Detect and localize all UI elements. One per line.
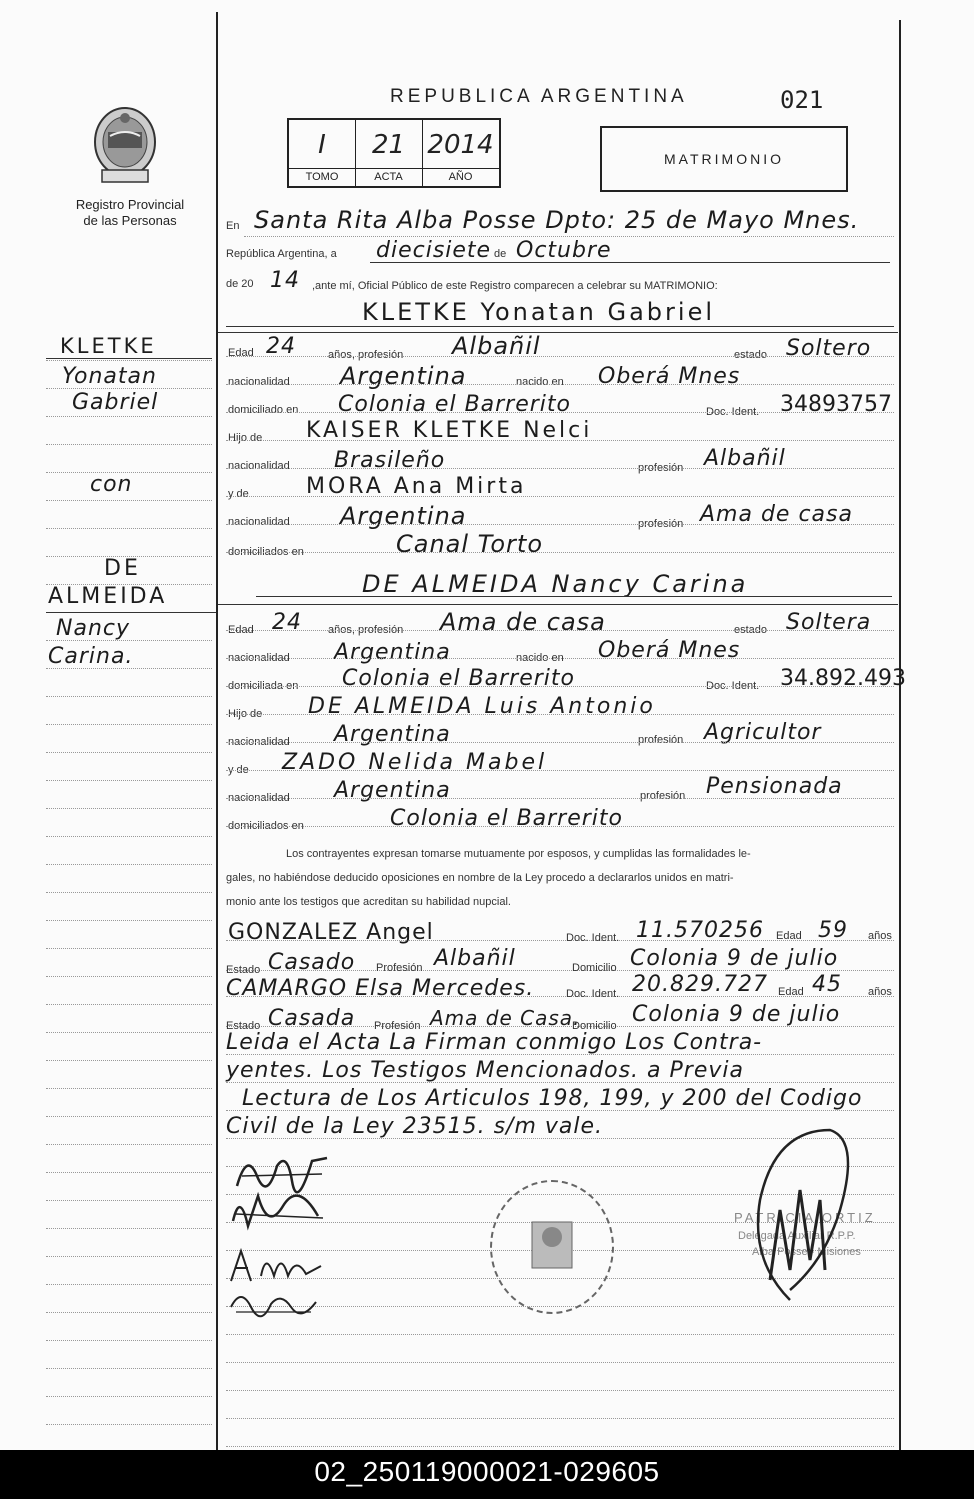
groom-padre-nac: Brasileño [334, 448, 446, 473]
declaration-line3: monio ante los testigos que acreditan su habilidad nupcial. [226, 896, 511, 908]
margin-ruled-line [46, 1340, 212, 1341]
body-ruled-line [226, 496, 894, 497]
closing-line4: Civil de la Ley 23515. s/m vale. [226, 1114, 604, 1139]
bride-padre-prof-label: profesión [638, 734, 684, 746]
groom-padre-prof: Albañil [704, 446, 786, 471]
official-stamp-line1: PATRICIA ORTIZ [734, 1210, 876, 1225]
witness1-estado: Casado [268, 950, 356, 975]
republica-label: República Argentina, a [226, 248, 337, 260]
bride-yde-label: y de [228, 764, 249, 776]
body-ruled-line [226, 714, 894, 715]
appearance-statement: ,ante mí, Oficial Público de este Registro comparecen a celebrar su MATRIMONIO: [312, 280, 718, 292]
bride-padre-nac-label: nacionalidad [228, 736, 290, 748]
margin-ruled-line [46, 976, 212, 977]
groom-profesion-label: años, profesión [328, 349, 404, 361]
place-value: Santa Rita Alba Posse Dpto: 25 de Mayo Mnes. [254, 206, 860, 234]
province-seal-icon [92, 106, 158, 186]
declaration-line2: gales, no habiéndose deducido oposiciones en nombre de la Ley procedo a declararlos unidos en matri- [226, 872, 734, 884]
margin-ruled-line [46, 892, 212, 893]
groom-doc: 34893757 [780, 392, 892, 417]
witness2-doc-label: Doc. Ident. [566, 988, 620, 1000]
margin-ruled-line [46, 920, 212, 921]
witness2-edad: 45 [812, 972, 842, 997]
margin-ruled-line [46, 1312, 212, 1313]
groom-padre: KAISER KLETKE Nelci [306, 418, 593, 443]
bride-hijo-label: Hijo de [228, 708, 263, 720]
registry-title [50, 197, 210, 229]
country-title: REPUBLICA ARGENTINA [390, 86, 688, 107]
bride-padre: DE ALMEIDA Luis Antonio [308, 694, 656, 719]
closing-line1: Leida el Acta La Firman conmigo Los Contra- [226, 1030, 763, 1055]
witness2-doc: 20.829.727 [632, 972, 768, 997]
margin-ruled-line [46, 752, 212, 753]
margin-ruled-line [46, 1060, 212, 1061]
body-ruled-line [226, 826, 894, 827]
groom-doc-label: Doc. Ident. [706, 406, 760, 418]
groom-edad-label: Edad [228, 347, 254, 359]
body-ruled-line [226, 1446, 894, 1447]
witness1-edad: 59 [818, 918, 848, 943]
margin-ruled-line [46, 1004, 212, 1005]
bride-nacido: Oberá Mnes [598, 638, 741, 663]
bride-profesion: Ama de casa [440, 608, 606, 636]
bride-dom-label: domiciliada en [228, 680, 299, 692]
margin-bride-prefix: DE [104, 556, 141, 581]
margin-ruled-line [46, 1368, 212, 1369]
margin-ruled-line [46, 500, 212, 501]
groom-madre-prof-label: profesión [638, 518, 684, 530]
witness1-prof-label: Profesión [376, 962, 423, 974]
groom-yde-label: y de [228, 488, 249, 500]
body-ruled-line [226, 798, 894, 799]
groom-nac: Argentina [340, 362, 467, 390]
margin-ruled-line [46, 1144, 212, 1145]
margin-groom-surname: KLETKE [60, 334, 157, 358]
witness1-doc: 11.570256 [636, 918, 764, 943]
margin-ruled-line [46, 1088, 212, 1089]
margin-ruled-line [46, 1200, 212, 1201]
signature-witness1-icon [226, 1246, 326, 1286]
anio-label: AÑO [422, 168, 499, 186]
margin-ruled-line [46, 864, 212, 865]
bride-padre-prof: Agricultor [704, 720, 822, 745]
witness1-edad-label: Edad [776, 930, 802, 942]
witness1-name: GONZALEZ Angel [228, 920, 434, 945]
body-ruled-line [226, 384, 894, 385]
document-code-footer: 02_250119000021-029605 [0, 1450, 974, 1499]
bride-profesion-label: años, profesión [328, 624, 404, 636]
body-ruled-line [226, 1334, 894, 1335]
witness2-estado: Casada [268, 1006, 356, 1031]
closing-line2: yentes. Los Testigos Mencionados. a Previa [226, 1058, 744, 1083]
bride-padres-dom: Colonia el Barrerito [390, 806, 624, 831]
margin-ruled-line [46, 808, 212, 809]
groom-profesion: Albañil [452, 332, 541, 360]
margin-ruled-line [46, 444, 212, 445]
body-ruled-line [226, 630, 894, 631]
bride-madre-prof: Pensionada [706, 774, 843, 799]
groom-nacido-label: nacido en [516, 376, 564, 388]
groom-dom: Colonia el Barrerito [338, 392, 572, 417]
signature-witness2-icon [226, 1282, 326, 1318]
bride-madre-nac-label: nacionalidad [228, 792, 290, 804]
bride-name-line [256, 596, 892, 597]
witness2-dom-label: Domicilio [572, 1020, 617, 1032]
acta-value: 21 [371, 130, 406, 160]
witness1-estado-label: Estado [226, 964, 261, 976]
bride-full-name: DE ALMEIDA Nancy Carina [362, 570, 749, 598]
acta-label: ACTA [355, 168, 422, 186]
bride-dom: Colonia el Barrerito [342, 666, 576, 691]
year-prefix-label: de 20 [226, 278, 254, 290]
right-margin-rule [899, 20, 901, 1450]
witness2-estado-label: Estado [226, 1020, 261, 1032]
groom-full-name: KLETKE Yonatan Gabriel [362, 298, 716, 326]
groom-estado-label: estado [734, 349, 768, 361]
margin-ruled-line [46, 416, 212, 417]
margin-ruled-line [46, 836, 212, 837]
body-ruled-line [226, 552, 894, 553]
witness2-dom: Colonia 9 de julio [632, 1002, 841, 1027]
margin-ruled-line [46, 1424, 212, 1425]
groom-padre-prof-label: profesión [638, 462, 684, 474]
body-ruled-line [226, 440, 894, 441]
year-suffix-value: 14 [270, 268, 300, 293]
margin-underline-2 [46, 612, 216, 613]
margin-ruled-line [46, 1256, 212, 1257]
groom-padre-nac-label: nacionalidad [228, 460, 290, 472]
registry-round-stamp [490, 1180, 614, 1314]
body-ruled-line [226, 468, 894, 469]
registry-title-line2: de las Personas [83, 213, 177, 228]
margin-bride-surname: ALMEIDA [48, 584, 168, 609]
groom-padres-dom-label: domiciliados en [228, 546, 304, 558]
bride-top-rule [218, 604, 898, 605]
margin-ruled-line [46, 1116, 212, 1117]
declaration-line1: Los contrayentes expresan tomarse mutuamente por esposos, y cumplidas las formalidades le- [286, 848, 751, 860]
margin-ruled-line [46, 696, 212, 697]
bride-nac: Argentina [334, 640, 451, 665]
official-stamp-line3: Alba Posse - Misiones [752, 1246, 861, 1258]
anio-value: 2014 [427, 130, 494, 160]
groom-top-rule [218, 332, 898, 333]
margin-groom-name1: Yonatan [62, 364, 157, 389]
day-value: diecisiete [376, 238, 492, 263]
tomo-value: I [318, 130, 326, 160]
bride-estado-label: estado [734, 624, 768, 636]
margin-ruled-line [46, 1228, 212, 1229]
body-ruled-line [226, 742, 894, 743]
body-ruled-line [226, 686, 894, 687]
bride-madre-nac: Argentina [334, 778, 451, 803]
groom-estado: Soltero [786, 336, 872, 361]
witness2-edad-label: Edad [778, 986, 804, 998]
bride-edad-label: Edad [228, 624, 254, 636]
margin-ruled-line [46, 1396, 212, 1397]
place-line [244, 236, 894, 237]
groom-nac-label: nacionalidad [228, 376, 290, 388]
margin-groom-name2: Gabriel [72, 390, 159, 415]
registry-title-line1: Registro Provincial [75, 197, 185, 212]
margin-ruled-line [46, 1284, 212, 1285]
groom-madre-nac: Argentina [340, 502, 467, 530]
body-ruled-line [226, 356, 894, 357]
bride-nac-label: nacionalidad [228, 652, 290, 664]
witness2-prof: Ama de Casa. [430, 1006, 581, 1030]
left-margin-rule [216, 12, 218, 1450]
margin-bride-name2: Carina. [48, 644, 134, 669]
groom-madre-nac-label: nacionalidad [228, 516, 290, 528]
bride-edad: 24 [272, 610, 302, 635]
groom-nacido: Oberá Mnes [598, 364, 741, 389]
official-signature-icon [730, 1110, 870, 1310]
day-de-label: de [494, 248, 507, 260]
closing-line3: Lectura de Los Articulos 198, 199, y 200 del Codigo [242, 1086, 863, 1111]
witness2-prof-label: Profesión [374, 1020, 421, 1032]
tomo-acta-anio-box [287, 118, 501, 188]
coat-of-arms-icon [492, 1182, 612, 1312]
groom-hijo-label: Hijo de [228, 432, 263, 444]
witness1-dom-label: Domicilio [572, 962, 617, 974]
margin-underline [46, 358, 212, 359]
margin-ruled-line [46, 780, 212, 781]
bride-nacido-label: nacido en [516, 652, 564, 664]
body-ruled-line [226, 1390, 894, 1391]
official-stamp-line2: Delegada Auxiliar R.P.P. [738, 1230, 856, 1242]
margin-ruled-line [46, 1172, 212, 1173]
witness1-anios-label: años [868, 930, 892, 942]
bride-doc: 34.892.493 [780, 666, 906, 691]
margin-ruled-line [46, 360, 212, 361]
date-line [370, 262, 890, 263]
body-ruled-line [226, 658, 894, 659]
margin-ruled-line [46, 1032, 212, 1033]
bride-doc-label: Doc. Ident. [706, 680, 760, 692]
groom-padres-dom: Canal Torto [396, 530, 544, 558]
bride-madre: ZADO Nelida Mabel [282, 750, 548, 775]
groom-dom-label: domiciliado en [228, 404, 299, 416]
witness2-name: CAMARGO Elsa Mercedes. [226, 976, 535, 1001]
document-type-box: MATRIMONIO [600, 126, 848, 192]
margin-con: con [90, 472, 133, 497]
en-label: En [226, 220, 240, 232]
body-ruled-line [226, 412, 894, 413]
witness1-prof: Albañil [434, 946, 516, 971]
witness2-anios-label: años [868, 986, 892, 998]
bride-padre-nac: Argentina [334, 722, 451, 747]
body-ruled-line [226, 770, 894, 771]
witness1-doc-label: Doc. Ident. [566, 932, 620, 944]
bride-padres-dom-label: domiciliados en [228, 820, 304, 832]
signature-bride-icon [228, 1186, 328, 1236]
folio-number: 021 [780, 86, 824, 114]
tomo-label: TOMO [289, 168, 355, 186]
groom-madre: MORA Ana Mirta [306, 474, 527, 499]
groom-name-line [226, 326, 894, 327]
margin-ruled-line [46, 724, 212, 725]
witness1-dom: Colonia 9 de julio [630, 946, 839, 971]
declaration-text [226, 842, 894, 914]
groom-madre-prof: Ama de casa [700, 502, 853, 527]
bride-estado: Soltera [786, 610, 872, 635]
month-value: Octubre [516, 238, 612, 263]
margin-ruled-line [46, 528, 212, 529]
margin-ruled-line [46, 948, 212, 949]
margin-bride-name1: Nancy [56, 616, 130, 641]
groom-edad: 24 [266, 334, 296, 359]
body-ruled-line [226, 1362, 894, 1363]
bride-madre-prof-label: profesión [640, 790, 686, 802]
body-ruled-line [226, 1418, 894, 1419]
body-ruled-line [226, 524, 894, 525]
